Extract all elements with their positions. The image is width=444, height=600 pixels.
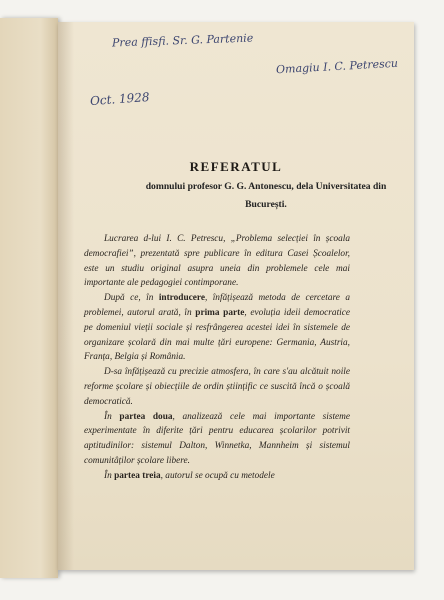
prima-parte-term: prima parte — [195, 307, 245, 318]
spine-shadow — [58, 22, 74, 570]
partea-treia-term: partea treia — [114, 470, 161, 481]
paragraph-2 — [84, 291, 350, 365]
document-title: REFERATUL — [189, 159, 283, 174]
paragraph-1: Lucrarea d-lui I. C. Petrescu, „Problema selecției în școala democrafiei”, prezentată spre publicare în editura Casei Școalelor, este un studiu original asupra uneia din problemele cele mai importante ale pedagogiei contimporane. — [84, 234, 350, 289]
p4-text-c: , analizează cele mai importante sisteme experimentate în diferite țări pentru educarea școlarilor potrivit aptitudinilor: sistemul Dalton, Winnetka, Mannheim și sistemul comunitâților școlare libere. — [84, 411, 350, 466]
body-text — [84, 232, 350, 484]
handwritten-date: Oct. 1928 — [89, 89, 150, 109]
paragraph-5 — [84, 469, 350, 484]
partea-doua-term: partea doua — [119, 411, 173, 422]
document-subtitle: domnului profesor G. G. Antonescu, dela Universitatea din București. — [145, 181, 387, 210]
paragraph-3: D-sa înfățișează cu precizie atmosfera, în care s'au alcătuit noile reforme școlare și obiecțiile de ordin științific ce suscită încă o școală democratică. — [84, 367, 350, 407]
p5-text-c: , autorul se ocupă cu metodele — [160, 470, 275, 481]
p5-text-a: În — [104, 470, 115, 481]
p4-text-a: În — [104, 411, 120, 422]
paragraph-4 — [84, 410, 350, 469]
introducere-term: introducere — [158, 293, 205, 304]
p2-text-a: După ce, în — [104, 293, 159, 304]
handwritten-dedication: Prea ffisfi. Sr. G. Partenie — [111, 31, 254, 50]
p2-text-c: , înfățișează metoda de cercetare a problemei, autorul arată, în — [84, 293, 350, 318]
left-page-edge — [0, 18, 58, 578]
p2-text-e: , evoluția ideii democratice pe domeniul vieții sociale și resfrângerea acestei idei în sistemele de organizare școlară din mai multe țări europene: Germania, Austria, Franța, Belgia și România. — [84, 307, 350, 363]
handwritten-signature: Omagiu I. C. Petrescu — [275, 56, 399, 77]
